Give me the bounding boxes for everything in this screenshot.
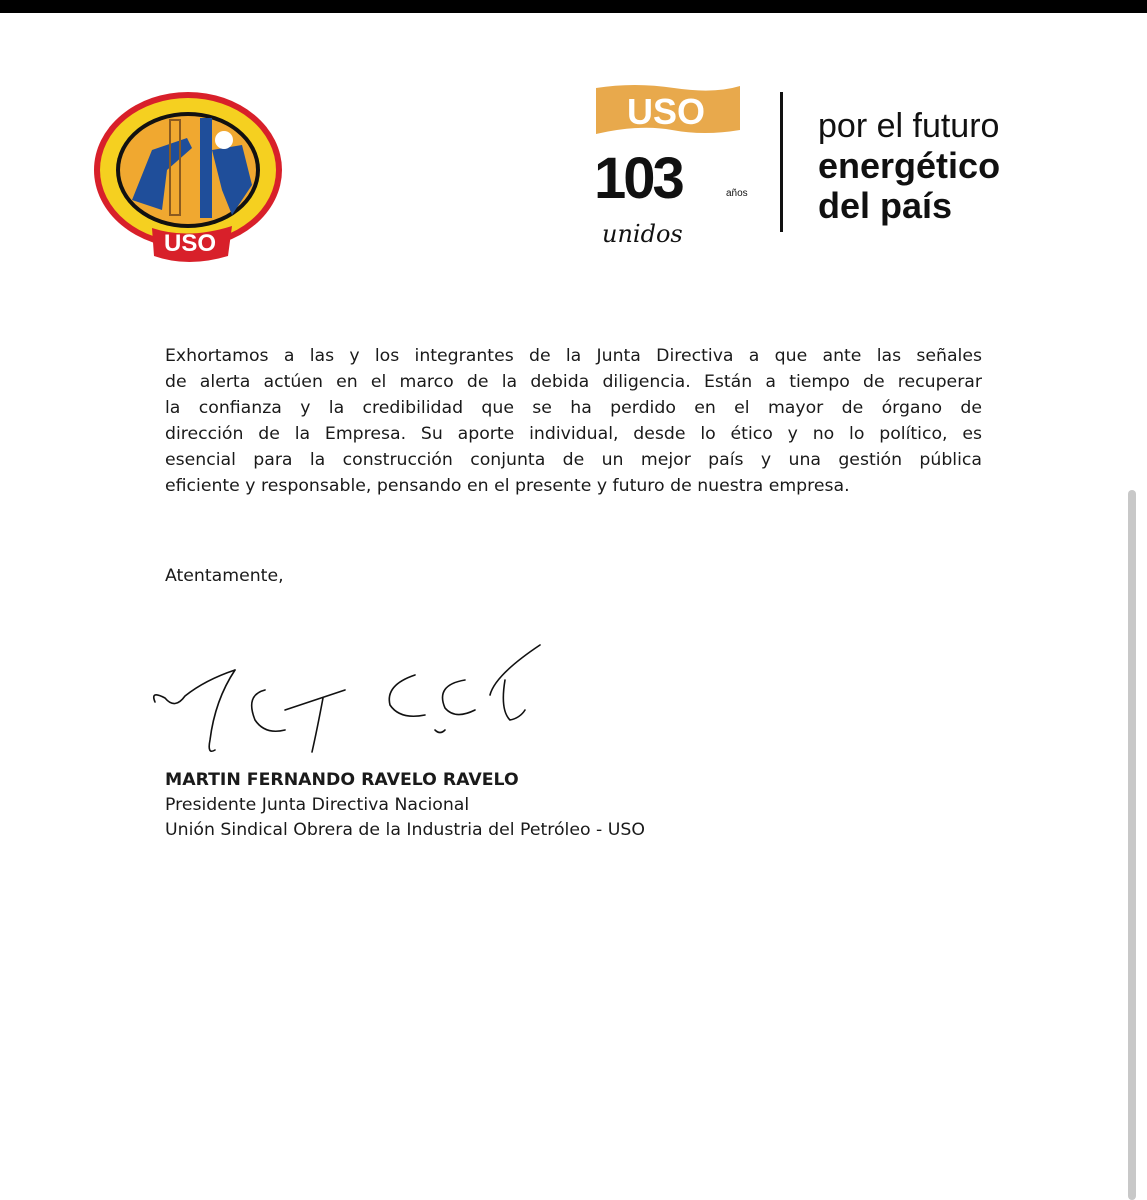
logo-years-label: años xyxy=(726,188,748,199)
handwritten-signature xyxy=(145,640,565,760)
slogan xyxy=(818,106,1000,226)
logo-years-number: 103 xyxy=(594,146,682,211)
top-bar xyxy=(0,0,1147,13)
paragraph-line: Exhortamos a las y los integrantes de la Junta Directiva a que ante las señales xyxy=(165,346,982,366)
logo-divider xyxy=(780,92,783,232)
signer-title: Presidente Junta Directiva Nacional xyxy=(165,795,470,815)
paragraph-line: eficiente y responsable, pensando en el presente y futuro de nuestra empresa. xyxy=(165,476,850,496)
slogan-line: del país xyxy=(818,185,953,226)
closing: Atentamente, xyxy=(165,566,284,586)
slogan-line: por el futuro xyxy=(818,107,1000,145)
body-paragraph xyxy=(165,343,982,499)
paragraph-line: la confianza y la credibilidad que se ha perdido en el mayor de órgano de xyxy=(165,398,982,418)
paragraph-line: dirección de la Empresa. Su aporte individual, desde lo ético y no lo político, es xyxy=(165,424,982,444)
logo-script-text: unidos xyxy=(602,220,683,248)
uso-seal-logo xyxy=(92,90,288,268)
seal-banner-text: USO xyxy=(163,230,217,257)
signer-block xyxy=(165,768,645,843)
scrollbar-thumb[interactable] xyxy=(1128,490,1136,1200)
slogan-line: energético xyxy=(818,145,1001,186)
logo-uso-text: USO xyxy=(626,91,706,132)
uso-103-logo xyxy=(594,84,764,254)
paragraph-line: de alerta actúen en el marco de la debida diligencia. Están a tiempo de recuperar xyxy=(165,372,982,392)
signer-name: MARTIN FERNANDO RAVELO RAVELO xyxy=(165,770,519,790)
paragraph-line: esencial para la construcción conjunta de un mejor país y una gestión pública xyxy=(165,450,982,470)
signer-organization: Unión Sindical Obrera de la Industria del Petróleo - USO xyxy=(165,820,645,840)
